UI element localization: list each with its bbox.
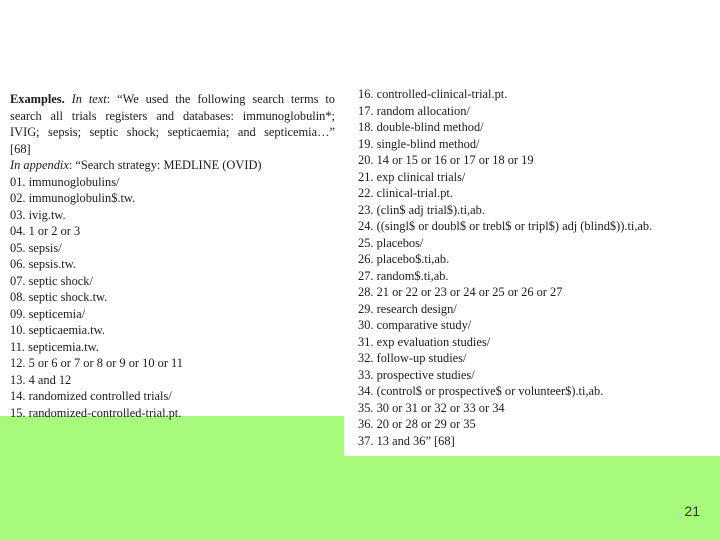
left-text-block xyxy=(10,91,335,421)
search-line: 32. follow-up studies/ xyxy=(358,351,467,365)
search-line: 10. septicaemia.tw. xyxy=(10,323,105,337)
search-line: 08. septic shock.tw. xyxy=(10,290,108,304)
search-line: 12. 5 or 6 or 7 or 8 or 9 or 10 or 11 xyxy=(10,356,183,370)
search-line: 14. randomized controlled trials/ xyxy=(10,389,172,403)
search-line: 31. exp evaluation studies/ xyxy=(358,334,491,349)
search-line: 20. 14 or 15 or 16 or 17 or 18 or 19 xyxy=(358,153,534,167)
search-line: 34. (control$ or prospective$ or volunteer$).ti,ab. xyxy=(358,384,604,398)
search-line: 15. randomized-controlled-trial.pt. xyxy=(10,405,182,420)
search-line: 22. clinical-trial.pt. xyxy=(358,186,453,200)
search-line: 36. 20 or 28 or 29 or 35 xyxy=(358,417,476,431)
intro-label: Examples. xyxy=(10,92,65,106)
search-line: 29. research design/ xyxy=(358,301,457,316)
search-line: 30. comparative study/ xyxy=(358,318,472,332)
search-line: 17. random allocation/ xyxy=(358,103,470,118)
search-line: 33. prospective studies/ xyxy=(358,367,475,382)
search-line: 23. (clin$ adj trial$).ti,ab. xyxy=(358,202,485,217)
search-line: 01. immunoglobulins/ xyxy=(10,174,120,189)
search-line: 03. ivig.tw. xyxy=(10,207,66,222)
search-line: 13. 4 and 12 xyxy=(10,372,72,387)
appendix-text: : “Search strategy: MEDLINE (OVID) xyxy=(68,158,262,172)
search-line: 09. septicemia/ xyxy=(10,306,86,321)
intro-sublabel: In text xyxy=(71,92,107,106)
search-line: 26. placebo$.ti,ab. xyxy=(358,252,450,266)
search-line: 06. sepsis.tw. xyxy=(10,257,76,271)
search-line: 28. 21 or 22 or 23 or 24 or 25 or 26 or 27 xyxy=(358,285,563,299)
search-line: 04. 1 or 2 or 3 xyxy=(10,224,81,238)
slide-number: 21 xyxy=(684,503,700,519)
search-line: 35. 30 or 31 or 32 or 33 or 34 xyxy=(358,400,505,415)
search-line: 21. exp clinical trials/ xyxy=(358,169,466,184)
search-line: 19. single-blind method/ xyxy=(358,136,480,151)
intro-text: : “We used the following search terms to xyxy=(106,92,335,106)
search-line: 16. controlled-clinical-trial.pt. xyxy=(358,87,508,101)
search-line: 07. septic shock/ xyxy=(10,273,93,288)
intro-line: search all trials registers and databases: immunoglobulin*; xyxy=(10,108,335,123)
appendix-label: In appendix xyxy=(10,158,69,172)
search-line: 11. septicemia.tw. xyxy=(10,339,99,354)
right-text-block xyxy=(358,86,708,449)
left-search-list xyxy=(10,174,335,422)
right-column xyxy=(344,78,720,456)
intro-citation: [68] xyxy=(10,141,31,156)
intro-line: IVIG; sepsis; septic shock; septicaemia; and septicemia…” xyxy=(10,125,335,139)
search-line: 05. sepsis/ xyxy=(10,240,62,255)
right-search-list xyxy=(358,86,708,449)
left-column xyxy=(0,78,344,420)
search-line: 24. ((singl$ or doubl$ or trebl$ or tripl$) adj (blind$)).ti,ab. xyxy=(358,219,653,233)
search-line: 02. immunoglobulin$.tw. xyxy=(10,191,136,205)
search-line: 37. 13 and 36” [68] xyxy=(358,433,455,448)
intro-line xyxy=(10,91,335,108)
appendix-line xyxy=(10,157,335,174)
search-line: 25. placebos/ xyxy=(358,235,424,250)
search-line: 27. random$.ti,ab. xyxy=(358,268,449,283)
search-line: 18. double-blind method/ xyxy=(358,120,484,134)
